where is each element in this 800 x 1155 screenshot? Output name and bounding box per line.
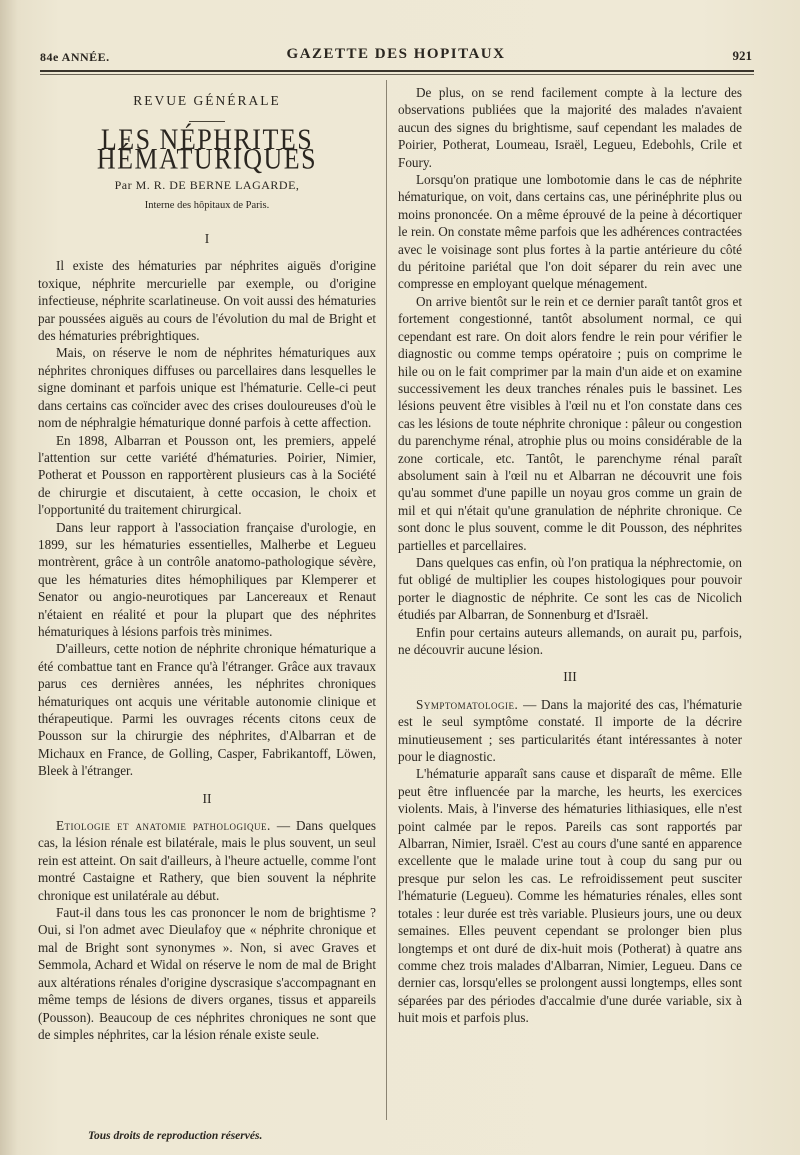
paragraph: L'hématurie apparaît sans cause et disparaît de même. Elle peut être influencée par la marche, les heurts, les exercices violents. Mais, à l'inverse des hématuries lithiasiques, elle n'est point calmée par le repos. Pareils cas sont rapportés par Albarran, Nimier, Israël. C'est au cours d'une santé en apparence excellente que le malade urine tout à coup du sang pur ou presque pur selon les cas. Le refroidissement peut susciter l'hématurie (Legueu). Comme les hématuries rénales, elles sont totales : leur durée est très variable. Plusieurs jours, une ou deux semaines. Elles peuvent cependant se prolonger bien plus longtemps et ont duré de dix-huit mois (Potherat) à quatre ans comme chez trois malades d'Albarran, Nimier, Legueu. Dans ce dernier cas, lorsqu'elles se prolongent aussi longtemps, elles sont séparées par des périodes d'accalmie d'une durée variable, six à huit mois et parfois plus. — [398, 766, 742, 1026]
section-number-3: III — [563, 669, 577, 685]
paragraph: En 1898, Albarran et Pousson ont, les premiers, appelé l'attention sur cette variété d'hématuries. Poirier, Nimier, Potherat et Pousson en rapportèrent plusieurs cas à la Société de chirurgie et discutaient, à cette occasion, le choix et l'opportunité du traitement chirurgical. — [38, 432, 376, 518]
section-heading: Symptomatologie. — [416, 696, 519, 712]
author-affiliation: Interne des hôpitaux de Paris. — [144, 199, 270, 211]
paragraph: Dans quelques cas enfin, où l'on pratiqua la néphrectomie, on fut obligé de multiplier les coupes histologiques pour pouvoir porter le diagnostic de néphrite. Ce sont les cas de Nicolich étudiés par Albarran, de Sonnenburg et d'Israël. — [398, 554, 742, 623]
section-number-1: I — [204, 231, 210, 247]
edition-label: 84e ANNÉE. — [40, 50, 110, 64]
paragraph: D'ailleurs, cette notion de néphrite chronique hématurique a été combattue tant en France qu'à l'étranger. Grâce aux travaux parus ces dernières années, les néphrites chroniques hématuriques ont acquis une véritable autonomie clinique et thérapeutique. Parmi les ouvrages récents citons ceux de Pousson sur la chirurgie des néphrites, d'Albarran et de Michaux en France, de Golling, Casper, Fabrikantoff, Löwen, Bleek à l'étranger. — [38, 641, 376, 779]
rights-notice: Tous droits de reproduction réservés. — [88, 1130, 263, 1142]
article-title: LES NÉPHRITES HÉMATURIQUES — [96, 122, 318, 177]
column-divider — [386, 80, 387, 1120]
article-author: Par M. R. DE BERNE LAGARDE, — [114, 178, 300, 193]
paragraph: Enfin pour certains auteurs allemands, on aurait pu, parfois, ne découvrir aucune lésion. — [398, 624, 742, 657]
page-header — [40, 44, 752, 70]
journal-title: GAZETTE DES HOPITAUX — [286, 46, 506, 62]
header-rule — [40, 70, 754, 72]
paragraph: On arrive bientôt sur le rein et ce dernier paraît tantôt gros et fortement congestionné, tantôt absolument normal, ce qui cependant est rare. On doit alors fendre le rein pour vérifier le diagnostic ou comme temps opératoire ; puis on comprime le hile ou on le fait comprimer par la main d'un aide et on examine successivement les deux tranches rénales puis le bassinet. Les lésions peuvent être visibles à l'œil nu et l'on constate dans ces cas les lésions de toute néphrite chronique : pâleur ou congestion du parenchyme rénal, atrophie plus ou moins considérable de la zone corticale, etc. Tantôt, le parenchyme rénal paraît absolument sain à l'œil nu et Albarran ne découvrit une fois qu'au sommet d'une papille un noyau gros comme un grain de mil et qui n'était qu'une granulation de néphrite chronique. Ce sont donc le plus souvent, comme le dit Pousson, des néphrites partielles et parcellaires. — [398, 293, 742, 553]
header-rule-thin — [40, 74, 754, 75]
paragraph: De plus, on se rend facilement compte à la lecture des observations publiées que la majorité des malades n'avaient aucun des signes du brightisme, sauf cependant les malades de Poirier, Potherat, Loumeau, Israël, Legueu, Edebohls, Crile et Foury. — [398, 85, 742, 170]
paragraph — [38, 817, 376, 904]
paragraph — [398, 696, 742, 766]
paragraph: Faut-il dans tous les cas prononcer le nom de brightisme ? Oui, si l'on admet avec Dieulafoy que « néphrite chronique et mal de Bright sont synonymes ». Non, si avec Graves et Semmola, Achard et Widal on réserve le nom de mal de Bright aux altérations rénales d'origine dyscrasique s'accompagnant en même temps de lésions de divers organes, tissus et appareils (Pousson). Beaucoup de ces néphrites chroniques ne sont que de simples néphrites, car la lésion rénale existe seule. — [38, 905, 376, 1042]
right-column — [398, 84, 742, 1027]
paragraph: Mais, on réserve le nom de néphrites hématuriques aux néphrites chroniques diffuses ou parcellaires dans lesquelles le signe dominant et parfois unique est l'hématurie. Celle-ci peut dans certains cas coïncider avec des crises douloureuses d'où le nom de néphralgie hématurique donné parfois à cette affection. — [38, 345, 376, 431]
paragraph: Il existe des hématuries par néphrites aiguës d'origine toxique, néphrite mercurielle par exemple, ou d'origine infectieuse, néphrite scarlatineuse. On voit aussi des hématuries par poussées aiguës au cours de l'évolution du mal de Bright et des hématuries prébrightiques. — [38, 258, 376, 344]
section-number-2: II — [202, 790, 212, 806]
paragraph: Lorsqu'on pratique une lombotomie dans le cas de néphrite hématurique, on voit, dans certains cas, une périnéphrite plus ou moins prononcée. On a même éprouvé de la peine à décortiquer le rein. On constate même parfois que les adhérences contractées avec le voisinage sont plus fortes à la partie antérieure du côté du péritoine pariétal que l'on doit séparer du rein avec une compresse en employant quelque ménagement. — [398, 172, 742, 292]
paragraph: Dans leur rapport à l'association française d'urologie, en 1899, sur les hématuries essentielles, Malherbe et Legueu montrèrent, grâce à un contrôle anatomo-pathologique sévère, que les hématuries dites hémophiliques par Klemperer et Senator ou angio-neurotiques par Lancereaux et Renaut n'étaient en réalité et pour la plupart que des néphrites hématuriques à lésions parfois très minimes. — [38, 519, 376, 639]
paragraph-text: — Dans quelques cas, la lésion rénale est bilatérale, mais le plus souvent, un seul rein est atteint. On sait d'ailleurs, à l'heure actuelle, comme l'ont montré Castaigne et Rathery, que bien souvent la néphrite chronique est unilatérale au début. — [38, 818, 376, 903]
section-heading: Etiologie et anatomie pathologique. — [56, 818, 271, 834]
paragraph-text: — Dans la majorité des cas, l'hématurie est le seul symptôme constaté. Il importe de la décrire minutieusement ; ses particularités étant intéressantes à noter pour le diagnostic. — [398, 696, 742, 765]
left-column — [38, 84, 376, 1043]
page-number: 921 — [732, 48, 752, 63]
rubric-heading: REVUE GÉNÉRALE — [133, 93, 281, 108]
